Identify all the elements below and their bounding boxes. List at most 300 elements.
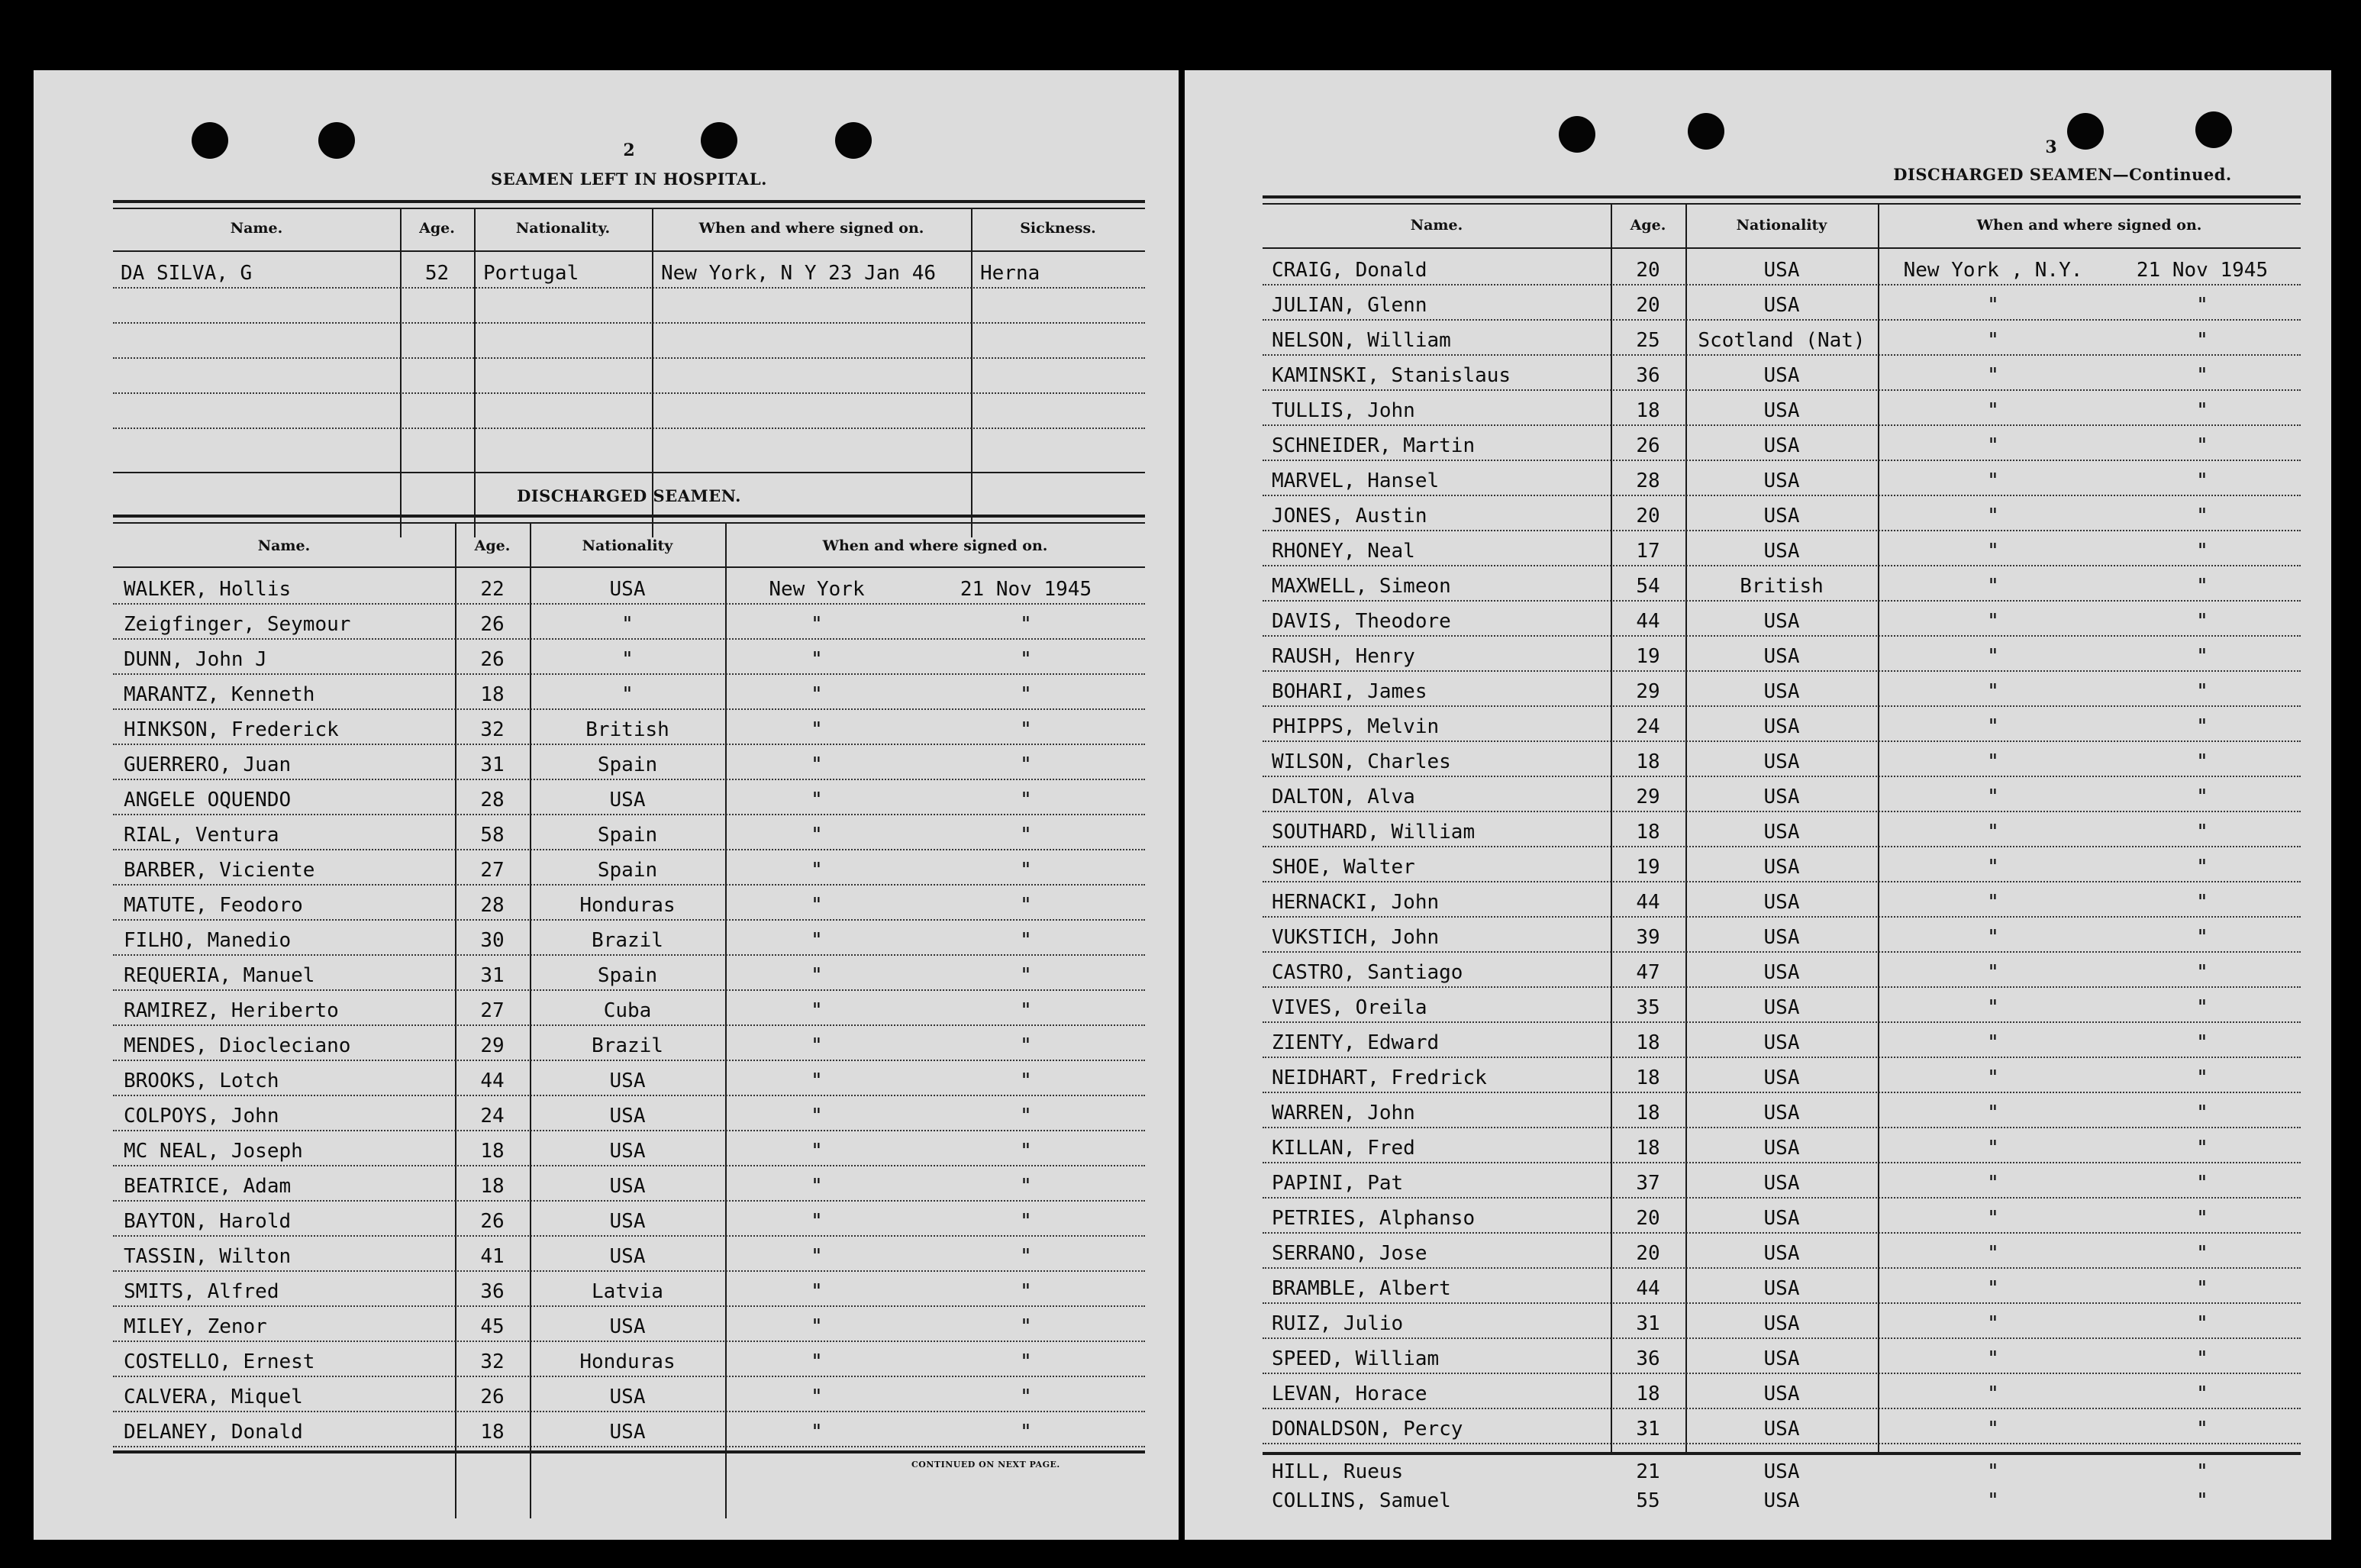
age-cell: 30 bbox=[480, 929, 505, 952]
nationality-cell: USA bbox=[1763, 469, 1800, 492]
table-row bbox=[113, 359, 1145, 394]
continued-note: CONTINUED ON NEXT PAGE. bbox=[911, 1460, 1060, 1470]
age-cell: 44 bbox=[1636, 1277, 1660, 1300]
name-cell: RUIZ, Julio bbox=[1272, 1312, 1404, 1335]
table-rule bbox=[1263, 247, 2301, 249]
signed-on-place-cell: " bbox=[1987, 856, 1999, 879]
signed-on-cell bbox=[661, 394, 974, 427]
signed-on-date-cell: " bbox=[2196, 1312, 2208, 1335]
discharged-continued-title: DISCHARGED SEAMEN—Continued. bbox=[1893, 165, 2232, 184]
signed-on-date-cell: " bbox=[2196, 469, 2208, 492]
nationality-cell: USA bbox=[1763, 1102, 1800, 1124]
nationality-cell: USA bbox=[1763, 856, 1800, 879]
name-cell: CALVERA, Miquel bbox=[124, 1386, 303, 1408]
age-cell: 37 bbox=[1636, 1172, 1660, 1195]
col-header-age: Age. bbox=[1630, 217, 1666, 234]
signed-on-cell bbox=[661, 324, 974, 357]
name-cell: RIAL, Ventura bbox=[124, 824, 279, 847]
signed-on-date-cell: " bbox=[2196, 856, 2208, 879]
age-cell: 54 bbox=[1636, 575, 1660, 598]
page-number: 2 bbox=[623, 140, 635, 160]
table-rule bbox=[1263, 1452, 2301, 1455]
table-rule bbox=[113, 250, 1145, 252]
col-header-age: Age. bbox=[419, 220, 455, 237]
nationality-cell: Brazil bbox=[592, 1034, 663, 1057]
table-row bbox=[113, 745, 1145, 780]
signed-on-date-cell: " bbox=[2196, 1347, 2208, 1370]
nationality-cell: USA bbox=[1763, 996, 1800, 1019]
signed-on-date-cell: " bbox=[2196, 1277, 2208, 1300]
signed-on-date-cell: " bbox=[2196, 364, 2208, 387]
nationality-cell: USA bbox=[609, 789, 646, 811]
name-cell: COSTELLO, Ernest bbox=[124, 1350, 315, 1373]
name-cell: HERNACKI, John bbox=[1272, 891, 1440, 914]
table-row bbox=[1263, 1128, 2301, 1163]
nationality-cell: USA bbox=[1763, 715, 1800, 738]
name-cell: NEIDHART, Fredrick bbox=[1272, 1066, 1487, 1089]
age-cell: 26 bbox=[480, 1386, 505, 1408]
signed-on-place-cell: " bbox=[1987, 1207, 1999, 1230]
name-cell: RHONEY, Neal bbox=[1272, 540, 1415, 563]
signed-on-place-cell: " bbox=[811, 1386, 823, 1408]
nationality-cell: USA bbox=[1763, 505, 1800, 528]
name-cell: SPEED, William bbox=[1272, 1347, 1440, 1370]
nationality-cell: USA bbox=[1763, 680, 1800, 703]
signed-on-place-cell: " bbox=[811, 1315, 823, 1338]
signed-on-date-cell: " bbox=[2196, 1460, 2208, 1483]
signed-on-date-cell: " bbox=[1020, 894, 1032, 917]
right-page bbox=[1185, 70, 2331, 1540]
age-cell: 36 bbox=[1636, 364, 1660, 387]
signed-on-place-cell: " bbox=[1987, 540, 1999, 563]
signed-on-place-cell: " bbox=[1987, 680, 1999, 703]
table-rule bbox=[113, 472, 1145, 473]
signed-on-date-cell: 21 Nov 1945 bbox=[2136, 259, 2269, 282]
nationality-cell: Honduras bbox=[579, 894, 676, 917]
age-cell: 20 bbox=[1636, 505, 1660, 528]
age-cell: 32 bbox=[480, 718, 505, 741]
name-cell: SMITS, Alfred bbox=[124, 1280, 279, 1303]
signed-on-place-cell: " bbox=[1987, 750, 1999, 773]
nationality-cell: USA bbox=[609, 1105, 646, 1128]
nationality-cell: USA bbox=[1763, 1031, 1800, 1054]
age-cell: 19 bbox=[1636, 645, 1660, 668]
table-row bbox=[1263, 496, 2301, 531]
age-cell bbox=[400, 359, 474, 392]
name-cell: BOHARI, James bbox=[1272, 680, 1427, 703]
nationality-cell: Honduras bbox=[579, 1350, 676, 1373]
col-header-name: Name. bbox=[230, 220, 283, 237]
table-row bbox=[113, 850, 1145, 886]
age-cell: 18 bbox=[480, 683, 505, 706]
table-row bbox=[1263, 953, 2301, 988]
table-row bbox=[1263, 1409, 2301, 1444]
age-cell: 24 bbox=[480, 1105, 505, 1128]
nationality-cell: USA bbox=[1763, 1137, 1800, 1160]
punch-hole bbox=[1559, 116, 1595, 153]
signed-on-date-cell: " bbox=[1020, 1421, 1032, 1444]
signed-on-place-cell: " bbox=[1987, 505, 1999, 528]
signed-on-place-cell: " bbox=[1987, 1347, 1999, 1370]
age-cell: 39 bbox=[1636, 926, 1660, 949]
nationality-cell: Cuba bbox=[603, 999, 652, 1022]
signed-on-date-cell: " bbox=[1020, 1210, 1032, 1233]
age-cell: 55 bbox=[1636, 1489, 1660, 1512]
col-header-name: Name. bbox=[1410, 217, 1463, 234]
name-cell: VIVES, Oreila bbox=[1272, 996, 1427, 1019]
signed-on-date-cell: " bbox=[2196, 610, 2208, 633]
signed-on-place-cell: " bbox=[1987, 645, 1999, 668]
name-cell: JONES, Austin bbox=[1272, 505, 1427, 528]
nationality-cell: USA bbox=[1763, 399, 1800, 422]
table-row bbox=[1263, 1269, 2301, 1304]
nationality-cell: USA bbox=[1763, 1242, 1800, 1265]
signed-on-place-cell: " bbox=[1987, 1137, 1999, 1160]
table-row bbox=[113, 1096, 1145, 1131]
col-header-sickness: Sickness. bbox=[1020, 220, 1096, 237]
col-header-age: Age. bbox=[474, 537, 511, 554]
name-cell: PETRIES, Alphanso bbox=[1272, 1207, 1476, 1230]
name-cell: FILHO, Manedio bbox=[124, 929, 292, 952]
signed-on-place-cell: " bbox=[811, 999, 823, 1022]
table-row bbox=[1263, 602, 2301, 637]
table-row bbox=[113, 1131, 1145, 1166]
signed-on-place-cell: " bbox=[1987, 1312, 1999, 1335]
name-cell: SCHNEIDER, Martin bbox=[1272, 434, 1476, 457]
table-row bbox=[113, 921, 1145, 956]
signed-on-place-cell: " bbox=[811, 824, 823, 847]
nationality-cell: USA bbox=[1763, 1460, 1800, 1483]
signed-on-date-cell: " bbox=[2196, 645, 2208, 668]
table-row bbox=[113, 640, 1145, 675]
signed-on-place-cell: " bbox=[811, 1421, 823, 1444]
name-cell bbox=[121, 359, 395, 392]
name-cell: CASTRO, Santiago bbox=[1272, 961, 1463, 984]
name-cell: PHIPPS, Melvin bbox=[1272, 715, 1440, 738]
col-header-signed-on: When and where signed on. bbox=[698, 220, 924, 237]
name-cell: KILLAN, Fred bbox=[1272, 1137, 1415, 1160]
age-cell: 25 bbox=[1636, 329, 1660, 352]
signed-on-place-cell: " bbox=[811, 1070, 823, 1092]
age-cell bbox=[400, 394, 474, 427]
nationality-cell: USA bbox=[609, 1210, 646, 1233]
nationality-cell: USA bbox=[1763, 926, 1800, 949]
signed-on-date-cell: " bbox=[1020, 999, 1032, 1022]
name-cell: VUKSTICH, John bbox=[1272, 926, 1440, 949]
signed-on-place-cell: " bbox=[1987, 1242, 1999, 1265]
table-row bbox=[113, 675, 1145, 710]
age-cell: 44 bbox=[480, 1070, 505, 1092]
signed-on-date-cell: " bbox=[2196, 786, 2208, 808]
signed-on-place-cell: " bbox=[1987, 1277, 1999, 1300]
punch-hole bbox=[701, 122, 737, 159]
nationality-cell: USA bbox=[609, 1175, 646, 1198]
name-cell: ZIENTY, Edward bbox=[1272, 1031, 1440, 1054]
signed-on-date-cell: " bbox=[1020, 1280, 1032, 1303]
col-header-nationality: Nationality bbox=[1736, 217, 1827, 234]
age-cell: 18 bbox=[1636, 399, 1660, 422]
age-cell: 47 bbox=[1636, 961, 1660, 984]
signed-on-date-cell: " bbox=[2196, 1031, 2208, 1054]
nationality-cell: USA bbox=[1763, 540, 1800, 563]
table-row bbox=[113, 1061, 1145, 1096]
nationality-cell: USA bbox=[1763, 1207, 1800, 1230]
col-header-signed-on: When and where signed on. bbox=[822, 537, 1048, 554]
table-rule bbox=[113, 566, 1145, 568]
appended-row bbox=[1263, 1457, 2301, 1484]
name-cell: BROOKS, Lotch bbox=[124, 1070, 279, 1092]
age-cell: 18 bbox=[1636, 1031, 1660, 1054]
age-cell: 26 bbox=[1636, 434, 1660, 457]
name-cell: DUNN, John J bbox=[124, 648, 267, 671]
name-cell: MC NEAL, Joseph bbox=[124, 1140, 303, 1163]
signed-on-date-cell: " bbox=[1020, 859, 1032, 882]
age-cell: 52 bbox=[424, 262, 450, 285]
age-cell: 44 bbox=[1636, 891, 1660, 914]
age-cell: 29 bbox=[480, 1034, 505, 1057]
signed-on-date-cell: " bbox=[1020, 753, 1032, 776]
signed-on-date-cell: " bbox=[2196, 294, 2208, 317]
signed-on-place-cell: " bbox=[1987, 610, 1999, 633]
table-row bbox=[1263, 391, 2301, 426]
age-cell: 44 bbox=[1636, 610, 1660, 633]
signed-on-place-cell: " bbox=[1987, 294, 1999, 317]
table-row bbox=[113, 991, 1145, 1026]
table-row bbox=[1263, 707, 2301, 742]
table-row bbox=[113, 253, 1145, 289]
name-cell bbox=[121, 324, 395, 357]
table-row bbox=[1263, 988, 2301, 1023]
table-row bbox=[113, 780, 1145, 815]
table-row bbox=[1263, 1058, 2301, 1093]
punch-hole bbox=[318, 122, 355, 159]
age-cell: 20 bbox=[1636, 259, 1660, 282]
signed-on-date-cell: " bbox=[2196, 1382, 2208, 1405]
signed-on-place-cell: " bbox=[1987, 891, 1999, 914]
table-row bbox=[1263, 1199, 2301, 1234]
signed-on-cell bbox=[661, 289, 974, 322]
signed-on-place-cell: New York bbox=[769, 578, 865, 601]
signed-on-place-cell: " bbox=[1987, 1418, 1999, 1441]
table-row bbox=[113, 1026, 1145, 1061]
signed-on-date-cell: " bbox=[1020, 1105, 1032, 1128]
name-cell: LEVAN, Horace bbox=[1272, 1382, 1427, 1405]
table-row bbox=[113, 394, 1145, 429]
nationality-cell: USA bbox=[1763, 750, 1800, 773]
table-rule bbox=[113, 200, 1145, 203]
name-cell: KAMINSKI, Stanislaus bbox=[1272, 364, 1511, 387]
name-cell: WILSON, Charles bbox=[1272, 750, 1451, 773]
signed-on-date-cell: " bbox=[1020, 789, 1032, 811]
table-rule bbox=[113, 208, 1145, 209]
table-row bbox=[1263, 777, 2301, 812]
signed-on-date-cell: " bbox=[1020, 1386, 1032, 1408]
signed-on-place-cell: " bbox=[1987, 1382, 1999, 1405]
signed-on-date-cell: " bbox=[2196, 505, 2208, 528]
signed-on-place-cell: " bbox=[811, 1350, 823, 1373]
signed-on-place-cell: " bbox=[1987, 1102, 1999, 1124]
name-cell: RAMIREZ, Heriberto bbox=[124, 999, 339, 1022]
punch-hole bbox=[192, 122, 228, 159]
appended-row bbox=[1263, 1486, 2301, 1513]
age-cell: 32 bbox=[480, 1350, 505, 1373]
table-row bbox=[1263, 566, 2301, 602]
col-header-nationality: Nationality. bbox=[515, 220, 611, 237]
age-cell: 21 bbox=[1636, 1460, 1660, 1483]
age-cell: 20 bbox=[1636, 294, 1660, 317]
table-row bbox=[1263, 1304, 2301, 1339]
nationality-cell: British bbox=[1740, 575, 1824, 598]
name-cell: REQUERIA, Manuel bbox=[124, 964, 315, 987]
page-number: 3 bbox=[2045, 137, 2057, 157]
table-row bbox=[113, 1237, 1145, 1272]
nationality-cell bbox=[483, 394, 655, 427]
table-row bbox=[1263, 1374, 2301, 1409]
signed-on-date-cell: " bbox=[2196, 750, 2208, 773]
name-cell: WALKER, Hollis bbox=[124, 578, 292, 601]
signed-on-place-cell: " bbox=[1987, 961, 1999, 984]
table-rule bbox=[113, 1450, 1145, 1453]
age-cell: 27 bbox=[480, 859, 505, 882]
table-row bbox=[1263, 1339, 2301, 1374]
signed-on-place-cell: " bbox=[1987, 399, 1999, 422]
signed-on-date-cell: " bbox=[2196, 891, 2208, 914]
signed-on-place-cell: " bbox=[811, 894, 823, 917]
signed-on-date-cell: " bbox=[2196, 715, 2208, 738]
table-row bbox=[1263, 356, 2301, 391]
signed-on-date-cell: " bbox=[1020, 1034, 1032, 1057]
table-row bbox=[1263, 286, 2301, 321]
nationality-cell: Spain bbox=[597, 964, 658, 987]
table-rule bbox=[1263, 195, 2301, 198]
nationality-cell bbox=[483, 324, 655, 357]
col-header-nationality: Nationality bbox=[582, 537, 673, 554]
signed-on-place-cell: " bbox=[1987, 1066, 1999, 1089]
name-cell: BEATRICE, Adam bbox=[124, 1175, 292, 1198]
name-cell: COLLINS, Samuel bbox=[1272, 1489, 1451, 1512]
signed-on-date-cell: " bbox=[1020, 1140, 1032, 1163]
age-cell: 18 bbox=[1636, 1137, 1660, 1160]
hospital-section-title: SEAMEN LEFT IN HOSPITAL. bbox=[491, 169, 767, 189]
nationality-cell: USA bbox=[609, 1070, 646, 1092]
signed-on-date-cell: " bbox=[1020, 613, 1032, 636]
age-cell: 26 bbox=[480, 648, 505, 671]
table-row bbox=[113, 569, 1145, 605]
nationality-cell: USA bbox=[1763, 259, 1800, 282]
name-cell: MATUTE, Feodoro bbox=[124, 894, 303, 917]
signed-on-place-cell: " bbox=[811, 1140, 823, 1163]
nationality-cell: USA bbox=[1763, 364, 1800, 387]
age-cell bbox=[400, 289, 474, 322]
punch-hole bbox=[2195, 111, 2232, 148]
name-cell bbox=[121, 289, 395, 322]
discharged-section-title: DISCHARGED SEAMEN. bbox=[517, 486, 741, 505]
age-cell: 18 bbox=[480, 1421, 505, 1444]
signed-on-date-cell: " bbox=[2196, 1207, 2208, 1230]
name-cell: PAPINI, Pat bbox=[1272, 1172, 1404, 1195]
age-cell: 45 bbox=[480, 1315, 505, 1338]
signed-on-date-cell: " bbox=[2196, 399, 2208, 422]
signed-on-place-cell: " bbox=[1987, 821, 1999, 844]
signed-on-place-cell: " bbox=[811, 1245, 823, 1268]
col-header-signed-on: When and where signed on. bbox=[1976, 217, 2202, 234]
sickness-cell bbox=[980, 394, 1142, 427]
signed-on-place-cell: New York , N.Y. bbox=[1903, 259, 2083, 282]
name-cell: HILL, Rueus bbox=[1272, 1460, 1404, 1483]
table-row bbox=[1263, 882, 2301, 918]
signed-on-place-cell: " bbox=[1987, 996, 1999, 1019]
age-cell: 18 bbox=[1636, 1066, 1660, 1089]
name-cell: MARANTZ, Kenneth bbox=[124, 683, 315, 706]
age-cell: 35 bbox=[1636, 996, 1660, 1019]
table-rule bbox=[113, 522, 1145, 524]
age-cell: 26 bbox=[480, 1210, 505, 1233]
name-cell: ANGELE OQUENDO bbox=[124, 789, 292, 811]
signed-on-date-cell: " bbox=[1020, 648, 1032, 671]
age-cell: 20 bbox=[1636, 1242, 1660, 1265]
signed-on-date-cell: 21 Nov 1945 bbox=[960, 578, 1092, 601]
signed-on-date-cell: " bbox=[2196, 1172, 2208, 1195]
signed-on-date-cell: " bbox=[2196, 329, 2208, 352]
signed-on-date-cell: " bbox=[2196, 1102, 2208, 1124]
age-cell: 31 bbox=[1636, 1312, 1660, 1335]
age-cell: 31 bbox=[1636, 1418, 1660, 1441]
age-cell: 28 bbox=[1636, 469, 1660, 492]
signed-on-date-cell: " bbox=[2196, 1242, 2208, 1265]
age-cell: 26 bbox=[480, 613, 505, 636]
signed-on-place-cell: " bbox=[811, 718, 823, 741]
table-rule bbox=[1263, 203, 2301, 205]
nationality-cell: USA bbox=[1763, 610, 1800, 633]
signed-on-date-cell: " bbox=[1020, 1350, 1032, 1373]
nationality-cell: USA bbox=[1763, 1066, 1800, 1089]
signed-on-place-cell: " bbox=[811, 1280, 823, 1303]
age-cell: 18 bbox=[1636, 1382, 1660, 1405]
nationality-cell: USA bbox=[1763, 1277, 1800, 1300]
age-cell: 18 bbox=[480, 1175, 505, 1198]
age-cell: 24 bbox=[1636, 715, 1660, 738]
signed-on-cell bbox=[661, 359, 974, 392]
table-row bbox=[113, 289, 1145, 324]
name-cell: DA SILVA, G bbox=[121, 262, 253, 285]
name-cell: SHOE, Walter bbox=[1272, 856, 1415, 879]
name-cell: SOUTHARD, William bbox=[1272, 821, 1476, 844]
name-cell: WARREN, John bbox=[1272, 1102, 1415, 1124]
punch-hole bbox=[1688, 113, 1724, 150]
signed-on-date-cell: " bbox=[2196, 1418, 2208, 1441]
signed-on-place-cell: " bbox=[1987, 926, 1999, 949]
signed-on-date-cell: " bbox=[2196, 926, 2208, 949]
table-row bbox=[113, 886, 1145, 921]
signed-on-place-cell: " bbox=[811, 929, 823, 952]
age-cell: 28 bbox=[480, 789, 505, 811]
table-row bbox=[1263, 321, 2301, 356]
table-row bbox=[113, 605, 1145, 640]
table-row bbox=[113, 1342, 1145, 1377]
signed-on-cell: New York, N Y 23 Jan 46 bbox=[661, 262, 937, 285]
table-row bbox=[1263, 531, 2301, 566]
name-cell: MARVEL, Hansel bbox=[1272, 469, 1440, 492]
signed-on-place-cell: " bbox=[811, 753, 823, 776]
nationality-cell: USA bbox=[1763, 961, 1800, 984]
table-row bbox=[1263, 461, 2301, 496]
nationality-cell: USA bbox=[609, 1421, 646, 1444]
signed-on-date-cell: " bbox=[1020, 683, 1032, 706]
signed-on-date-cell: " bbox=[2196, 961, 2208, 984]
nationality-cell bbox=[483, 359, 655, 392]
table-row bbox=[1263, 1093, 2301, 1128]
age-cell: 31 bbox=[480, 753, 505, 776]
